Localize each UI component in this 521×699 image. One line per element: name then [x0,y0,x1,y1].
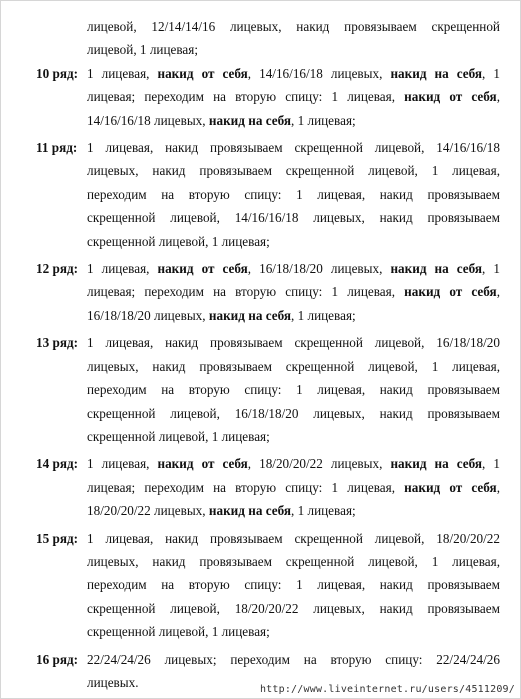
row-line [87,257,500,280]
row-content [87,257,500,327]
text-segment: , [496,284,500,300]
text-segment: 16/18/18/20 лицевых, [87,307,209,323]
text-segment: , [496,89,500,105]
bold-term: накид на себя [208,307,291,323]
row-line [87,109,500,132]
row-line [87,183,500,206]
text-segment: 1 лицевая, [87,261,158,277]
row-content [87,62,500,132]
row-line [87,136,500,159]
instruction-row [36,136,500,253]
bold-term: накид на себя [208,112,291,128]
row-label: 14 ряд: [36,456,79,472]
continuation-line: лицевой, 1 лицевая; [87,42,199,58]
text-segment: , 1 лицевая; [291,503,356,519]
text-segment: переходим на вторую спицу: 1 лицевая, накид провязываем [87,382,500,398]
instruction-row [36,257,500,327]
text-segment: , 14/16/16/18 лицевых, [247,65,391,81]
row-line [87,425,500,448]
row-line [87,206,500,229]
row-label: 15 ряд: [36,530,79,546]
text-segment: 1 лицевая, накид провязываем скрещенной лицевой, 16/18/18/20 [87,335,500,351]
text-segment: , 1 лицевая; [291,307,356,323]
row-line [87,476,500,499]
bold-term: накид от себя [157,456,248,472]
row-line [87,597,500,620]
text-segment: скрещенной лицевой, 14/16/16/18 лицевых, накид провязываем [87,210,500,226]
rows-list [36,62,500,695]
text-segment: , 16/18/18/20 лицевых, [247,261,391,277]
row-content [87,452,500,522]
bold-term: накид от себя [157,65,248,81]
row-line [87,452,500,475]
text-segment: , 1 [482,65,500,81]
bold-term: накид от себя [404,479,497,495]
bold-term: накид на себя [390,456,483,472]
row-line [87,378,500,401]
text-segment: 1 лицевая, накид провязываем скрещенной лицевой, 14/16/16/18 [87,140,500,156]
text-segment: , 18/20/20/22 лицевых, [247,456,391,472]
row-label: 11 ряд: [36,140,78,156]
bold-term: накид от себя [404,284,497,300]
text-segment: 14/16/16/18 лицевых, [87,112,209,128]
bold-term: накид на себя [390,261,483,277]
row-line [87,62,500,85]
row-line [87,499,500,522]
instruction-row [36,62,500,132]
text-segment: скрещенной лицевой, 1 лицевая; [87,233,270,249]
text-segment: лицевая; переходим на вторую спицу: 1 лицевая, [87,89,405,105]
watermark-url: http://www.liveinternet.ru/users/4511209/ [259,684,515,695]
text-segment: скрещенной лицевой, 1 лицевая; [87,428,270,444]
text-segment: переходим на вторую спицу: 1 лицевая, накид провязываем [87,186,500,202]
text-segment: скрещенной лицевой, 1 лицевая; [87,624,270,640]
text-segment: 22/24/24/26 лицевых; переходим на вторую спицу: 22/24/24/26 [87,651,500,667]
row-line [87,230,500,253]
text-segment: лицевая; переходим на вторую спицу: 1 лицевая, [87,479,405,495]
row-line [87,159,500,182]
row-line [87,331,500,354]
text-segment: 1 лицевая, [87,456,158,472]
row-content [87,136,500,253]
text-segment: , 1 [482,261,500,277]
row-line [87,620,500,643]
row-label: 13 ряд: [36,335,79,351]
text-segment: , 1 [482,456,500,472]
bold-term: накид от себя [404,89,497,105]
row-label: 10 ряд: [36,65,79,81]
row-line [87,573,500,596]
text-segment: лицевых, накид провязываем скрещенной лицевой, 1 лицевая, [87,553,500,569]
row-content [87,527,500,644]
document-page [36,15,500,698]
row-content [87,331,500,448]
row-line [87,85,500,108]
row-line [87,355,500,378]
text-segment: лицевая; переходим на вторую спицу: 1 лицевая, [87,284,405,300]
instruction-row [36,527,500,644]
bold-term: накид на себя [208,503,291,519]
continuation-line: лицевой, 12/14/14/16 лицевых, накид провязываем скрещенной [87,19,500,34]
text-segment: скрещенной лицевой, 16/18/18/20 лицевых, накид провязываем [87,405,500,421]
text-segment: лицевых, накид провязываем скрещенной лицевой, 1 лицевая, [87,358,500,374]
bold-term: накид на себя [390,65,483,81]
row-line [87,527,500,550]
text-segment: 1 лицевая, накид провязываем скрещенной лицевой, 18/20/20/22 [87,530,500,546]
text-segment: 1 лицевая, [87,65,158,81]
instruction-row [36,452,500,522]
instruction-row [36,331,500,448]
bold-term: накид от себя [157,261,248,277]
row-label: 12 ряд: [36,261,79,277]
text-segment: лицевых, накид провязываем скрещенной лицевой, 1 лицевая, [87,163,500,179]
row-line [87,402,500,425]
text-segment: скрещенной лицевой, 18/20/20/22 лицевых, накид провязываем [87,600,500,616]
row-line [87,280,500,303]
row-line [87,648,500,671]
row-line [87,550,500,573]
text-segment: 18/20/20/22 лицевых, [87,503,209,519]
row-label: 16 ряд: [36,651,79,667]
text-segment: лицевых. [87,674,139,690]
text-segment: , 1 лицевая; [291,112,356,128]
continuation-block [87,15,500,62]
text-segment: , [496,479,500,495]
row-line [87,304,500,327]
text-segment: переходим на вторую спицу: 1 лицевая, накид провязываем [87,577,500,593]
